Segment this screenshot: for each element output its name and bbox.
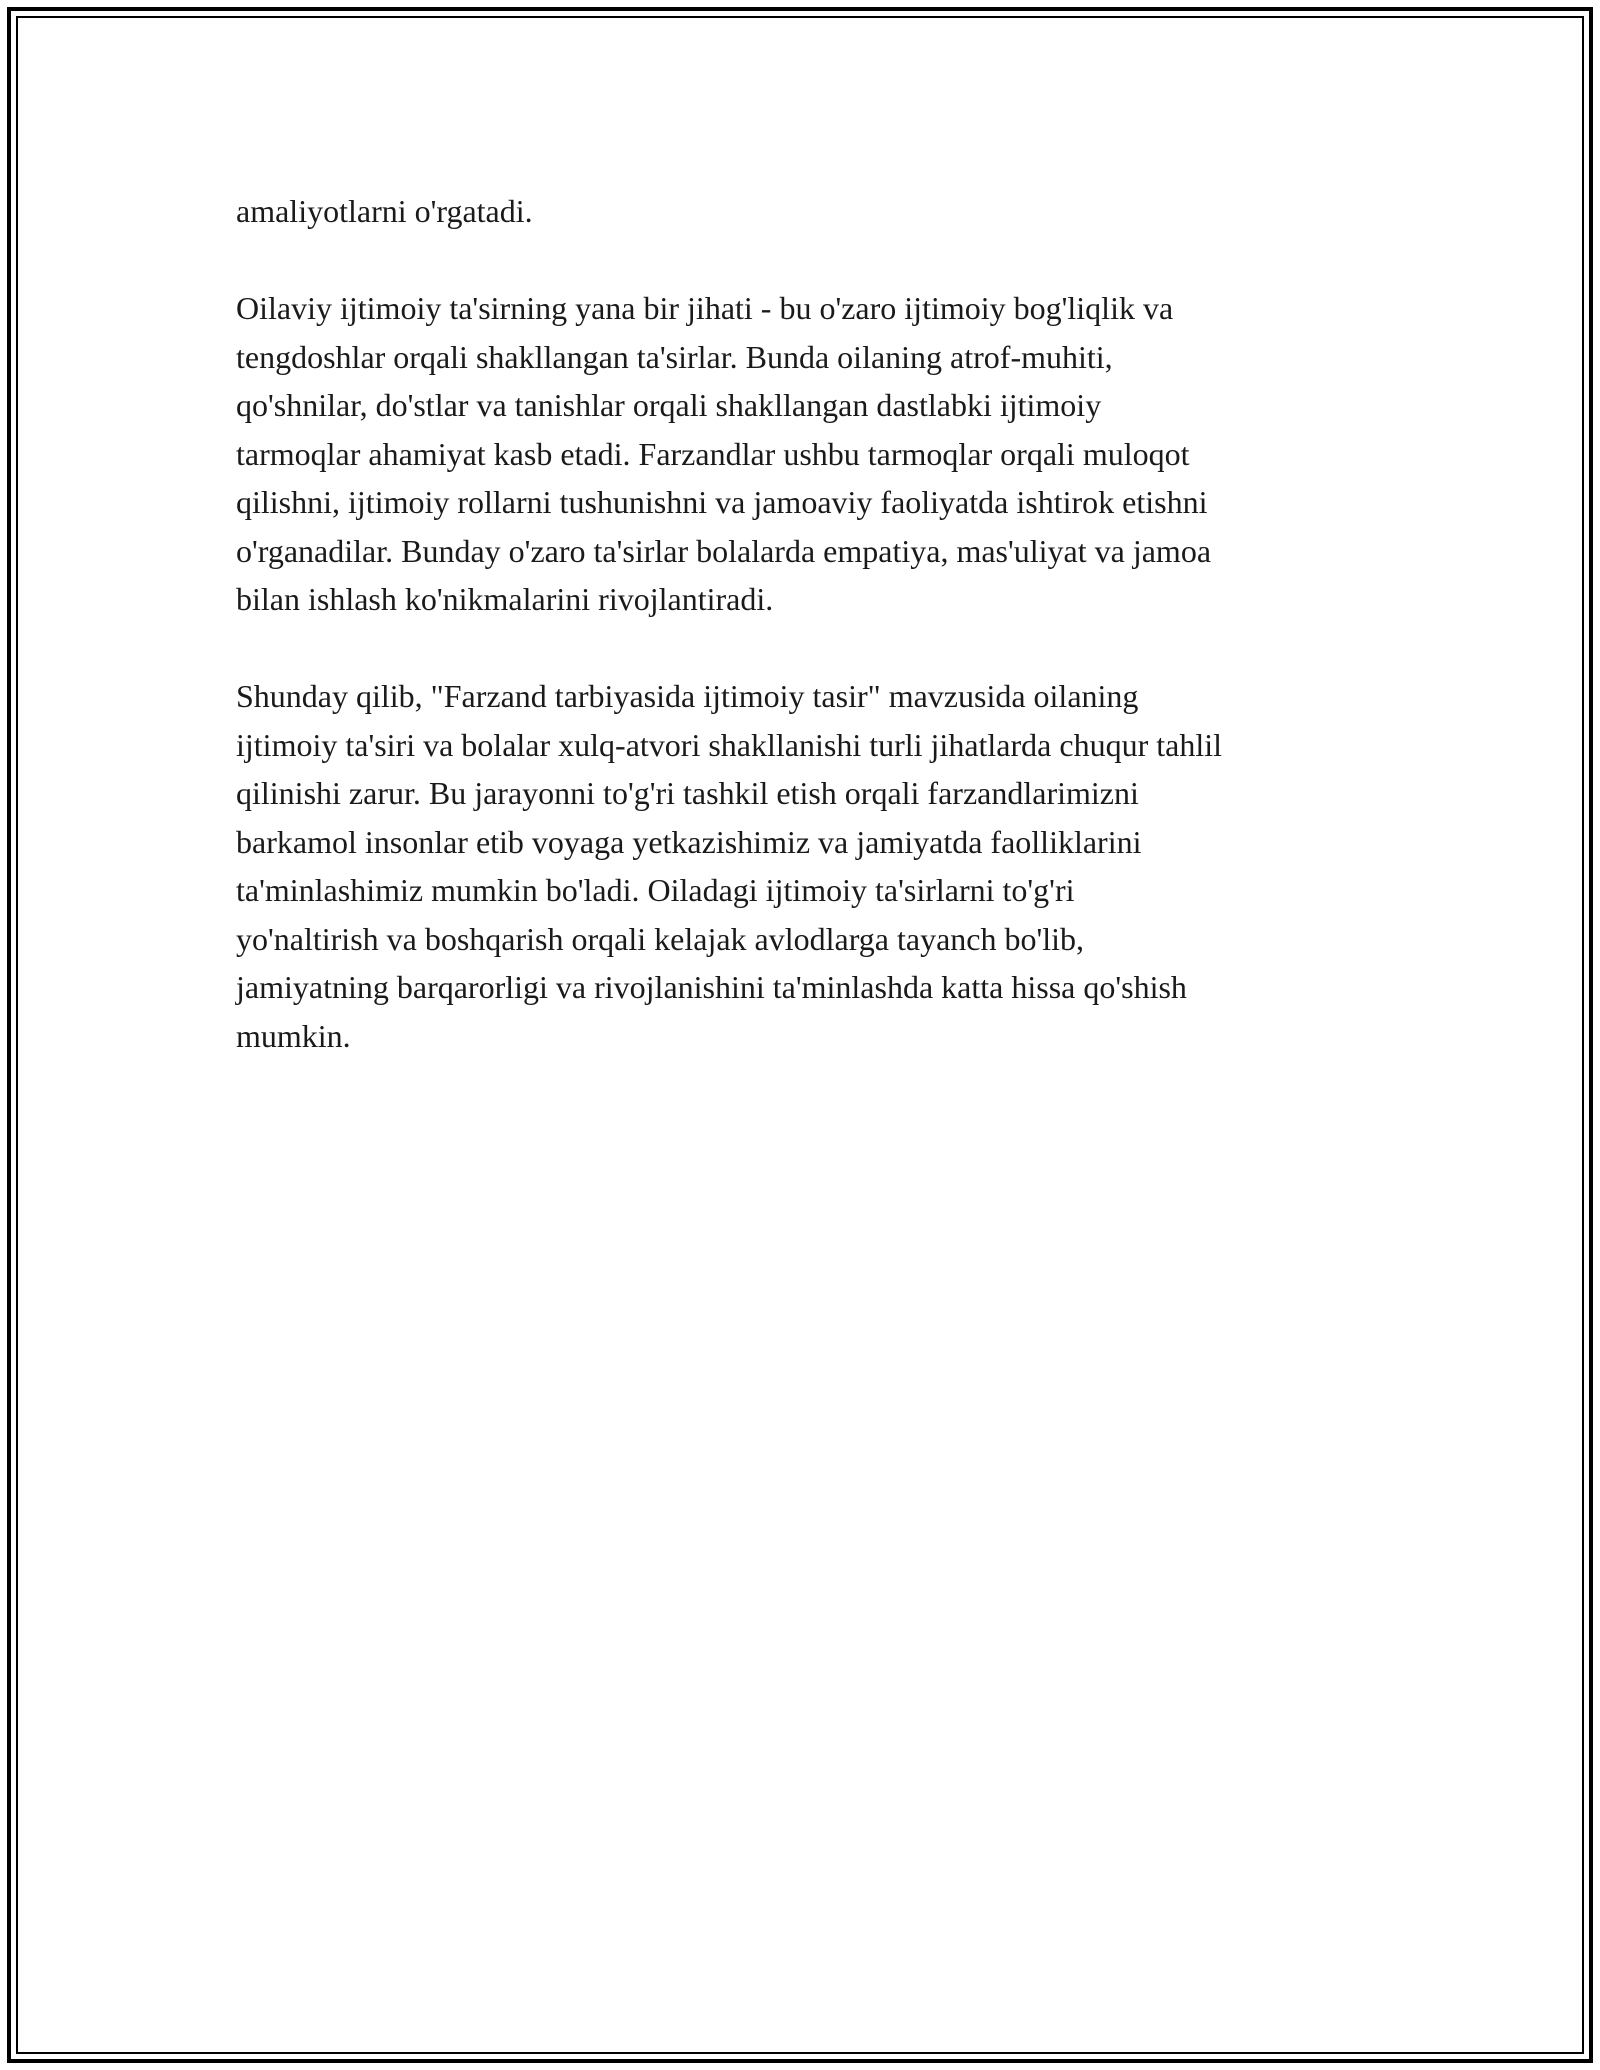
paragraph-conclusion: Shunday qilib, "Farzand tarbiyasida ijtimoiy tasir" mavzusida oilaning ijtimoiy ta'siri va bolalar xulq-atvori shakllanishi turli jihatlarda chuqur tahlil qilinishi zarur. Bu jarayonni to'g'ri tashkil etish orqali farzandlarimizni barkamol insonlar etib voyaga yetkazishimiz va jamiyatda faolliklarini ta'minlashimiz mumkin bo'ladi. Oiladagi ijtimoiy ta'sirlarni to'g'ri yo'naltirish va boshqarish orqali kelajak avlodlarga tayanch bo'lib, jamiyatning barqarorligi va rivojlanishini ta'minlashda katta hissa qo'shish mumkin. xyxy=(236,678,1222,1054)
paragraph-continuation: amaliyotlarni o'rgatadi. xyxy=(236,193,533,229)
document-body xyxy=(236,187,1406,1109)
paragraph-social-influence: Oilaviy ijtimoiy ta'sirning yana bir jihati - bu o'zaro ijtimoiy bog'liqlik va tengdoshlar orqali shakllangan ta'sirlar. Bunda oilaning atrof-muhiti, qo'shnilar, do'stlar va tanishlar orqali shakllangan dastlabki ijtimoiy tarmoqlar ahamiyat kasb etadi. Farzandlar ushbu tarmoqlar orqali muloqot qilishni, ijtimoiy rollarni tushunishni va jamoaviy faoliyatda ishtirok etishni o'rganadilar. Bunday o'zaro ta'sirlar bolalarda empatiya, mas'uliyat va jamoa bilan ishlash ko'nikmalarini rivojlantiradi. xyxy=(236,290,1212,617)
